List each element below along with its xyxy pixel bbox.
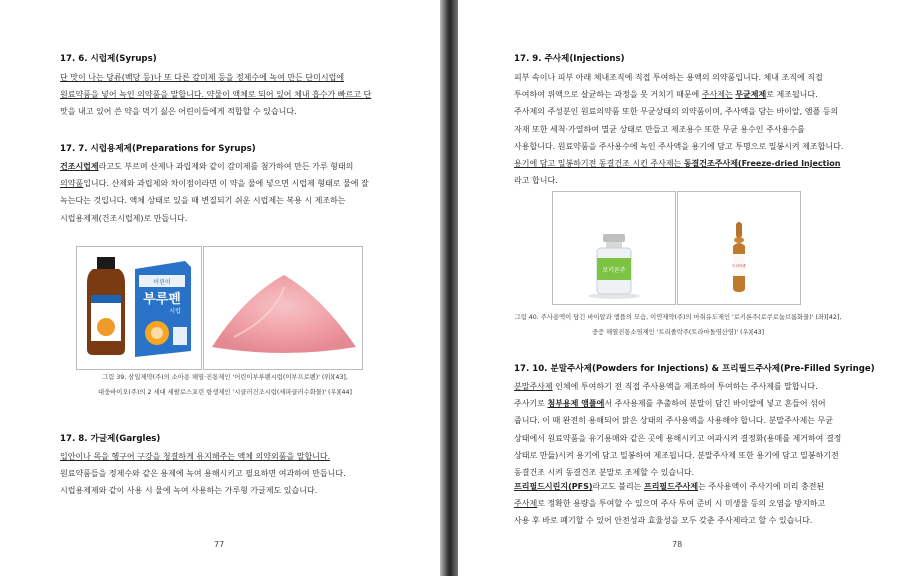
text-line: 주사기로 첨부용제 앰플에서 주사용제를 추출하여 분말이 담긴 바이알에 넣고 흔들어 섞어 xyxy=(514,399,826,409)
section-title-injections: 17. 9. 주사제(Injections) xyxy=(514,54,625,64)
vial-image xyxy=(552,191,676,305)
text-line: 자재 또한 세척·가열하여 멸균 상태로 만들고 제조용수 또한 무균 용수인 주사용수를 xyxy=(514,124,805,134)
text-line: 분말주사제 인체에 투여하기 전 직접 주사용액을 제조하여 투여하는 주사제를 말합니다. xyxy=(514,382,818,391)
text-line: 맛을 내고 있어 쓴 약을 먹기 싫은 어린이들에게 적합할 수 있습니다. xyxy=(60,107,297,117)
text-line: 프리필드시린지(PFS)라고도 불리는 프리필드주사제는 주사용액이 주사기에 미리 충전된 xyxy=(514,482,825,491)
text-line: 원료약품들을 정제수와 같은 용제에 녹여 용해시키고 필요하면 여과하여 만듭니다. xyxy=(60,469,346,479)
caption-line: 대웅바이오(주)의 2 세대 세팔로스포린 항생제인 '시클러건조시럽(세파클러수화물)' (우)[44] xyxy=(98,389,352,396)
text-line: 입안이나 목을 헹구어 구강을 청결하게 유지해주는 액체 의약외품을 말합니다. xyxy=(60,452,331,461)
text-line: 상태로 만듦)시켜 용기에 담고 밀봉하여 제조됩니다. 분말주사제 또한 용기에 담고 밀봉하기전 xyxy=(514,450,839,460)
text-line: 동결건조 시켜 동결건조 분말로 조제할 수 있습니다. xyxy=(514,468,695,478)
text-line: 녹는다는 것입니다. 액체 상태로 있을 때 변질되기 쉬운 시럽제는 복용 시 제조하는 xyxy=(60,196,346,206)
caption-line: 그림 39. 삼일제약(주)의 소아용 해열·진통제인 '어린이부루펜시럽(이부프로펜)' (위)[43], xyxy=(102,374,348,381)
book-gutter xyxy=(440,0,458,576)
product-name-label: 부루펜 xyxy=(143,292,181,307)
text-line: 의약품입니다. 산제와 과립제와 차이점이라면 이 약을 물에 넣으면 시럽제 형태로 물에 잘 xyxy=(60,179,369,189)
figure-caption xyxy=(60,370,390,400)
ampoule-image xyxy=(677,191,801,305)
ampoule-illustration xyxy=(678,192,800,304)
product-brand-label: 어린이 xyxy=(153,279,171,286)
text-line: 주사제의 주성분인 원료의약품 또한 무균상태의 의약품이며, 주사액을 담는 바이알, 앰플 등의 xyxy=(514,107,839,117)
text-line: 라고 합니다. xyxy=(514,176,558,186)
caption-line: 중증 해열진통소염제인 '트리졸락주(트라마돌염산염)' (우)[43] xyxy=(591,329,765,336)
pink-powder-illustration xyxy=(204,247,362,369)
left-page xyxy=(0,0,440,576)
paragraph-gargles xyxy=(60,448,390,500)
paragraph-syrup-preparations xyxy=(60,158,390,227)
text-line: 사용합니다. 원료약품을 주사용수에 녹인 주사액을 용기에 담고 투명으로 밀봉시켜 제조합니다. xyxy=(514,141,844,151)
text-line: 건조시럽제라고도 부르며 산제나 과립제와 같이 감미제를 첨가하여 만든 가루 형태의 xyxy=(60,162,354,171)
text-line: 피부 속이나 피부 아래 체내조직에 직접 투여하는 용액의 의약품입니다. 체내 조직에 직접 xyxy=(514,73,823,82)
syrup-product-illustration xyxy=(77,247,201,369)
section-title-syrup-preparations: 17. 7. 시럽용제제(Preparations for Syrups) xyxy=(60,144,256,154)
text-line: 투여하여 위액으로 살균하는 과정을 못 거치기 때문에 주사제는 무균제제로 제조됩니다. xyxy=(514,90,818,100)
powder-image xyxy=(203,246,363,370)
text-line: 원료약품을 넣어 녹인 의약품을 말합니다. 약물이 액체로 되어 있어 체내 흡수가 빠르고 단 xyxy=(60,90,372,100)
vial-label: 로키론주 xyxy=(602,267,626,274)
text-line: 시럽용제제(건조시럽제)로 만듭니다. xyxy=(60,213,188,223)
paragraph-pfs xyxy=(514,478,848,530)
text-line: 주사제로 정확한 용량을 투여할 수 있으며 주사 투여 준비 시 미생물 등의 오염을 방지하고 xyxy=(514,499,826,509)
right-page xyxy=(458,0,900,576)
caption-line: 그림 40. 주사용액이 담긴 바이알과 앰플의 모습, 이연제약(주)의 마취유도제인 '로키론주(로쿠로늄브롬화물)' (좌)[42], xyxy=(514,314,842,321)
page-number: 78 xyxy=(672,540,683,549)
text-line: 단 맛이 나는 당류(백당 등)나 또 다른 감미제 등을 정제수에 녹여 만든 단미시럽에 xyxy=(60,73,345,82)
text-line: 시럽용제제와 같이 사용 시 물에 녹여 사용하는 가루형 가글제도 있습니다. xyxy=(60,486,318,496)
section-title-gargles: 17. 8. 가글제(Gargles) xyxy=(60,434,161,444)
text-line: 사용 후 바로 폐기할 수 있어 안전성과 효율성을 모두 갖춘 주사제라고 할 수 있습니다. xyxy=(514,516,813,526)
page-number: 77 xyxy=(214,540,225,549)
paragraph-powders xyxy=(514,378,848,481)
section-title-syrups: 17. 6. 시럽제(Syrups) xyxy=(60,54,157,64)
text-line: 상태에서 원료약품을 유기용매와 같은 곳에 용해시키고 여과시켜 결정화(용매를 제거하여 결정 xyxy=(514,433,842,443)
figure-caption xyxy=(498,310,858,340)
section-title-powders-pfs: 17. 10. 분말주사제(Powders for Injections) & 프리필드주사제(Pre-Filled Syringe) xyxy=(514,364,875,374)
vial-illustration xyxy=(553,192,675,304)
paragraph-syrups xyxy=(60,69,390,121)
paragraph-injections xyxy=(514,69,848,189)
syrup-product-image xyxy=(76,246,202,370)
text-line: 용기에 담고 밀봉하기전 동결건조 시킨 주사제는 동결건조주사제(Freeze-dried Injection xyxy=(514,159,841,169)
product-sub-label: 시럽 xyxy=(169,308,181,315)
ampoule-label: 트리아졸 xyxy=(732,264,746,268)
text-line: 줍니다. 이 때 완전히 용해되어 맑은 상태의 주사용액을 사용해야 합니다. 분말주사제는 무균 xyxy=(514,416,833,426)
